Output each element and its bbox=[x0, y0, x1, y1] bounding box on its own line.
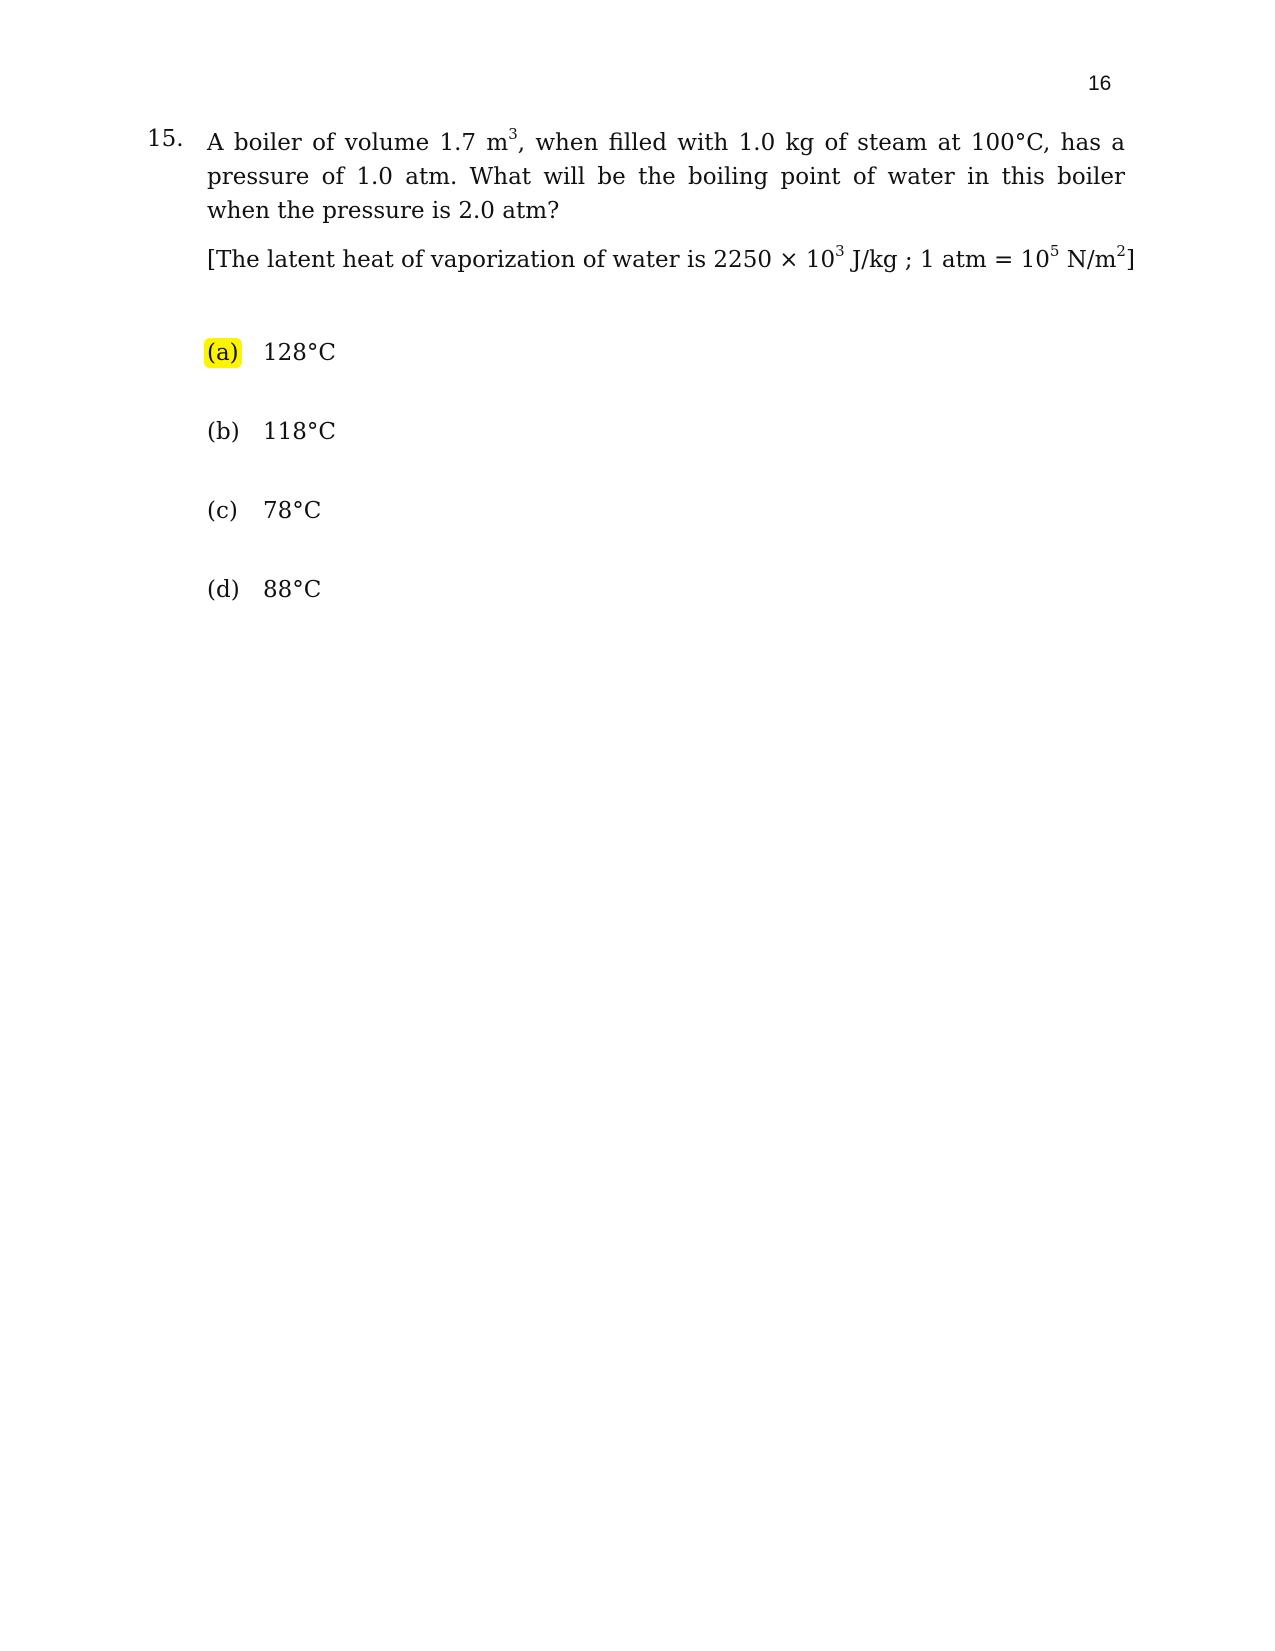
option-b-value: 118°C bbox=[263, 419, 336, 445]
question-note bbox=[207, 242, 1135, 277]
question-stem-superscript: 3 bbox=[508, 125, 518, 144]
note-superscript-3: 2 bbox=[1116, 242, 1126, 261]
option-a-value: 128°C bbox=[263, 340, 336, 366]
option-c-value: 78°C bbox=[263, 498, 322, 524]
option-b-label: (b) bbox=[207, 419, 240, 445]
question-stem-text-1: A boiler of volume 1.7 m bbox=[207, 130, 509, 156]
option-a-label: (a) bbox=[204, 338, 242, 368]
option-d-value: 88°C bbox=[263, 577, 322, 603]
option-a bbox=[207, 338, 336, 368]
note-superscript-1: 3 bbox=[835, 242, 845, 261]
note-text-4: ] bbox=[1125, 247, 1135, 273]
question-stem-text-2: , when filled with 1.0 kg of steam at 100°C, has a pressure of 1.0 atm. What will be the boiling point of water in this boiler when the pressure is 2.0 atm? bbox=[207, 130, 1126, 224]
question-number: 15. bbox=[147, 126, 184, 152]
option-d-label: (d) bbox=[207, 577, 240, 603]
note-superscript-2: 5 bbox=[1049, 242, 1060, 261]
note-text-3: N/m bbox=[1059, 247, 1117, 273]
question-stem bbox=[207, 126, 1125, 228]
note-text-1: [The latent heat of vaporization of water is 2250 × 10 bbox=[207, 247, 836, 273]
page-number: 16 bbox=[1088, 72, 1112, 95]
option-d bbox=[207, 575, 322, 605]
option-b bbox=[207, 417, 336, 447]
note-text-2: J/kg ; 1 atm = 10 bbox=[844, 247, 1050, 273]
option-c bbox=[207, 496, 322, 526]
option-c-label: (c) bbox=[207, 498, 238, 524]
